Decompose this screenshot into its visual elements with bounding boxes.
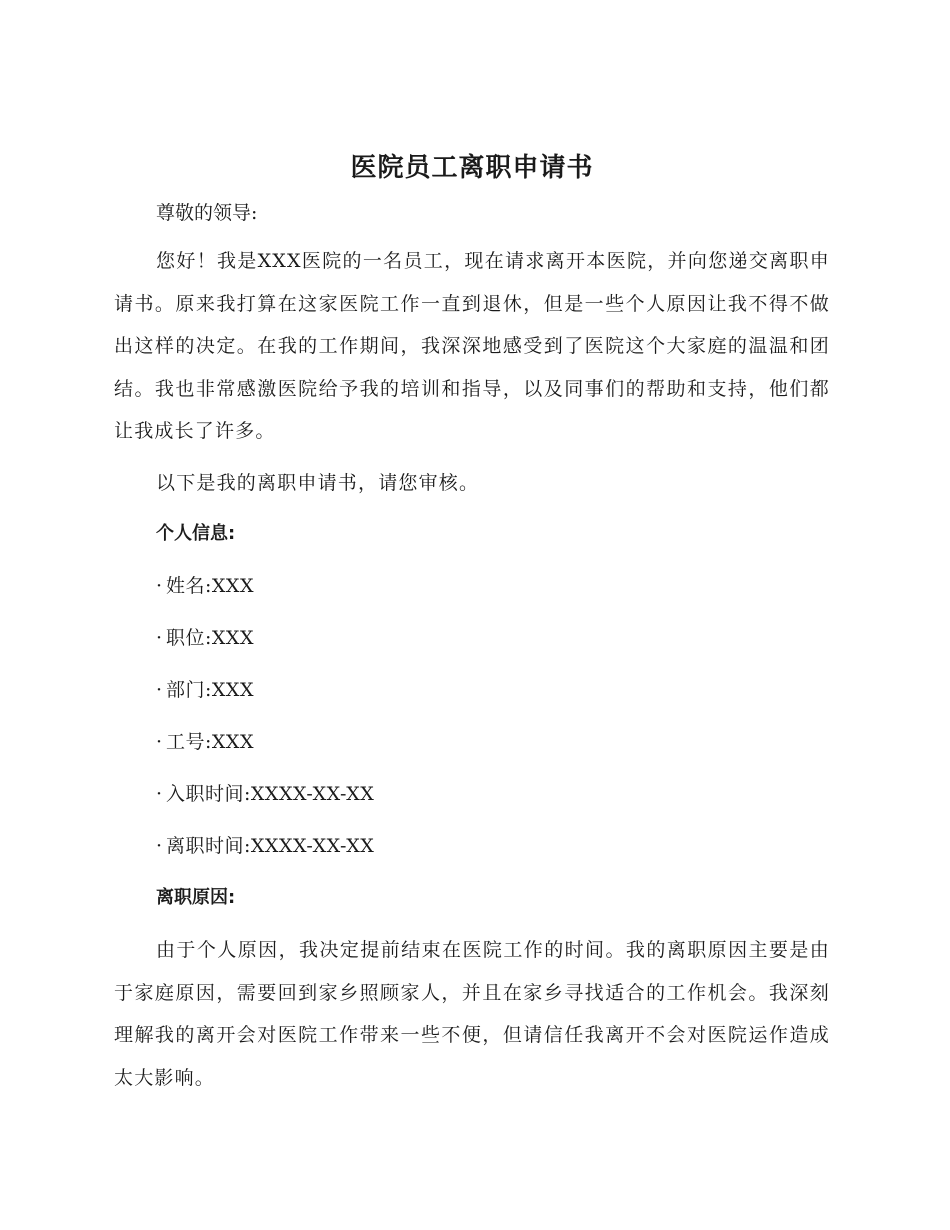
info-label: 工号: [166,731,212,753]
personal-info-heading: 个人信息: [156,523,236,544]
review-request-paragraph: 以下是我的离职申请书，请您审核。 [156,471,480,494]
bullet-icon: · [156,575,163,597]
document-title: 医院员工离职申请书 [350,153,594,183]
info-label: 职位: [166,627,212,649]
personal-info-list [114,565,830,867]
info-item-name [156,565,830,607]
bullet-icon: · [156,627,163,649]
intro-paragraph: 您好！我是XXX医院的一名员工，现在请求离开本医院，并向您递交离职申请书。原来我打算在这家医院工作一直到退休，但是一些个人原因让我不得不做出这样的决定。在我的工作期间，我深深地感受到了医院这个大家庭的温温和团结。我也非常感激医院给予我的培训和指导，以及同事们的帮助和支持，他们都让我成长了许多。 [114,250,830,442]
bullet-icon: · [156,783,163,805]
info-label: 姓名: [166,575,212,597]
info-item-position [156,617,830,659]
bullet-icon: · [156,835,163,857]
info-label: 部门: [166,679,212,701]
info-label: 入职时间: [166,783,251,805]
reason-paragraph: 由于个人原因，我决定提前结束在医院工作的时间。我的离职原因主要是由于家庭原因，需要回到家乡照顾家人，并且在家乡寻找适合的工作机会。我深刻理解我的离开会对医院工作带来一些不便，但请信任我离开不会对医院运作造成太大影响。 [114,939,830,1089]
bullet-icon: · [156,731,163,753]
bullet-icon: · [156,679,163,701]
info-value: XXX [211,679,254,701]
info-value: XXX [211,627,254,649]
info-item-employee-id [156,721,830,763]
info-value: XXXX-XX-XX [250,835,375,857]
info-value: XXX [211,575,254,597]
document-page [114,148,830,1108]
salutation: 尊敬的领导: [156,202,258,224]
reason-heading: 离职原因: [156,887,236,908]
info-item-start-date [156,773,830,815]
info-item-department [156,669,830,711]
info-value: XXXX-XX-XX [250,783,375,805]
info-label: 离职时间: [166,835,251,857]
info-item-end-date [156,825,830,867]
info-value: XXX [211,731,254,753]
